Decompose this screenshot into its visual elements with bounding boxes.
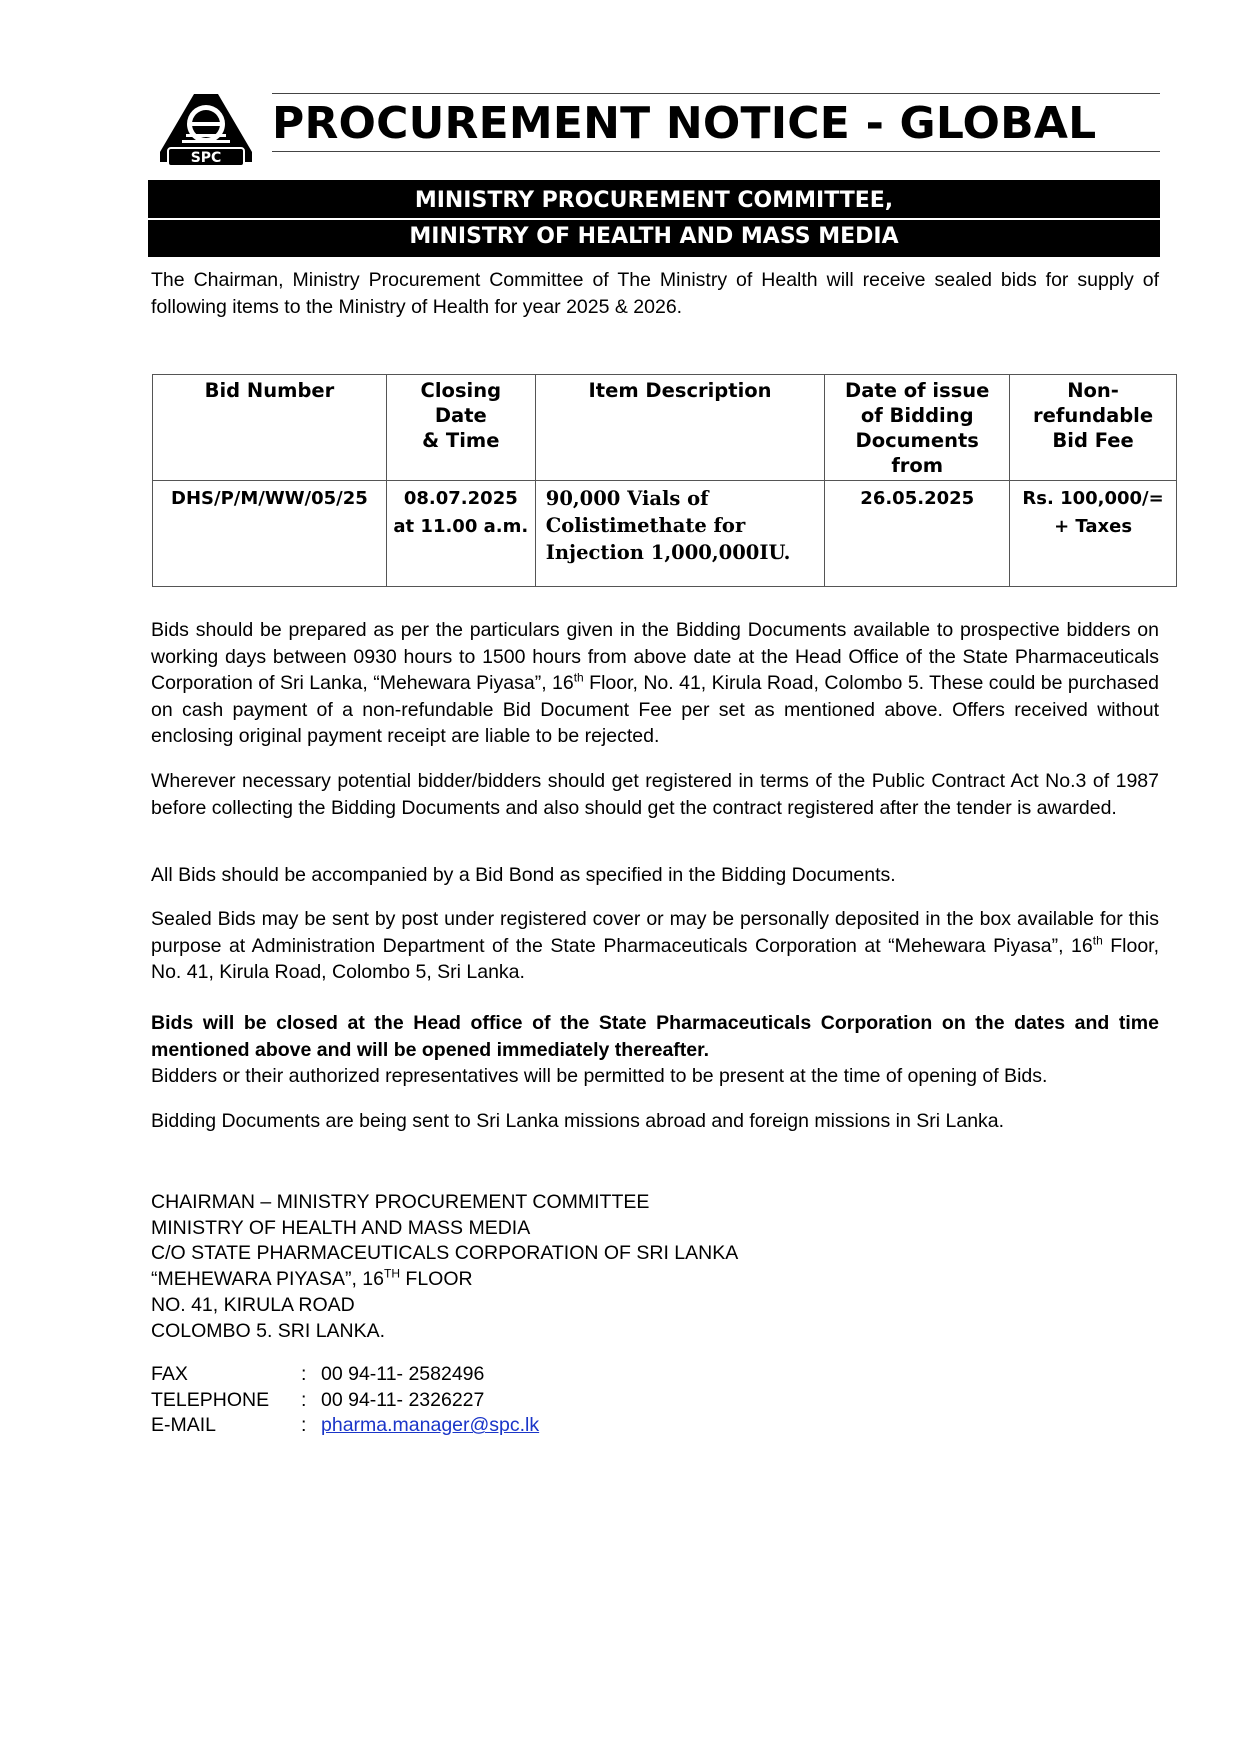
cell-closing <box>386 481 535 587</box>
header-bid-fee: Non- refundable Bid Fee <box>1010 375 1177 481</box>
address-line: C/O STATE PHARMACEUTICALS CORPORATION OF SRI LANKA <box>151 1242 739 1265</box>
banner-line-1: MINISTRY PROCUREMENT COMMITTEE, <box>148 180 1160 220</box>
paragraph-missions: Bidding Documents are being sent to Sri Lanka missions abroad and foreign missions in Sri Lanka. <box>151 1110 1005 1132</box>
email-label: E-MAIL <box>151 1414 217 1437</box>
header-item-description: Item Description <box>535 375 825 481</box>
fax-separator: : <box>301 1363 307 1385</box>
email-separator: : <box>301 1414 307 1437</box>
paragraph-sealed-bids: Sealed Bids may be sent by post under registered cover or may be personally deposited in the box available for this purpose at Administration Department of the State Pharmaceuticals Corporation at “Mehewara Piyasa”, 16th Floor, No. 41, Kirula Road, Colombo 5, Sri Lanka. <box>151 908 1160 983</box>
title-bottom-rule <box>272 151 1160 152</box>
fax-row <box>151 1362 539 1388</box>
table-row <box>153 481 1177 587</box>
closing-notice-bold: Bids will be closed at the Head office of the State Pharmaceuticals Corporation on the dates and time mentioned above and will be opened immediately thereafter. <box>151 1012 1159 1061</box>
page-title: PROCUREMENT NOTICE - GLOBAL <box>272 98 1097 149</box>
committee-banner <box>148 180 1160 257</box>
cell-item-description: 90,000 Vials of Colistimethate for Injection 1,000,000IU. <box>535 481 825 587</box>
banner-line-2: MINISTRY OF HEALTH AND MASS MEDIA <box>409 224 899 249</box>
cell-bid-fee: Rs. 100,000/= + Taxes <box>1010 481 1177 587</box>
intro-paragraph: The Chairman, Ministry Procurement Committee of The Ministry of Health will receive sealed bids for supply of following items to the Ministry of Health for year 2025 & 2026. <box>151 269 1159 318</box>
title-top-rule <box>272 93 1160 94</box>
logo-text: SPC <box>190 150 222 166</box>
email-link[interactable]: pharma.manager@spc.lk <box>321 1414 540 1437</box>
address-line: MINISTRY OF HEALTH AND MASS MEDIA <box>151 1216 531 1239</box>
spc-logo <box>158 92 254 170</box>
address-line: COLOMBO 5. SRI LANKA. <box>151 1319 386 1342</box>
telephone-label: TELEPHONE <box>151 1388 270 1411</box>
telephone-row <box>151 1388 539 1414</box>
fax-value: 00 94-11- 2582496 <box>321 1363 485 1385</box>
address-line: CHAIRMAN – MINISTRY PROCUREMENT COMMITTEE <box>151 1191 650 1213</box>
paragraph-closing <box>151 1010 1159 1090</box>
email-row <box>151 1413 539 1439</box>
telephone-value: 00 94-11- 2326227 <box>321 1388 485 1411</box>
cell-bid-number: DHS/P/M/WW/05/25 <box>153 481 387 587</box>
paragraph-bid-bond: All Bids should be accompanied by a Bid Bond as specified in the Bidding Documents. <box>151 864 896 886</box>
table-header-row <box>153 375 1177 481</box>
paragraph-bidding-documents: Bids should be prepared as per the particulars given in the Bidding Documents available to prospective bidders on working days between 0930 hours to 1500 hours from above date at the Head Office of the State Pharmaceuticals Corporation of Sri Lanka, “Mehewara Piyasa”, 16th Floor, No. 41, Kirula Road, Colombo 5. These could be purchased on cash payment of a non-refundable Bid Document Fee per set as mentioned above. Offers received without enclosing original payment receipt are liable to be rejected. <box>151 619 1159 747</box>
contact-details <box>151 1362 539 1439</box>
closing-date: 08.07.2025 <box>403 488 518 509</box>
cell-issue-date: 26.05.2025 <box>825 481 1010 587</box>
opening-notice: Bidders or their authorized representatives will be permitted to be present at the time of opening of Bids. <box>151 1065 1048 1087</box>
telephone-separator: : <box>301 1388 307 1411</box>
header-bid-number: Bid Number <box>153 375 387 481</box>
header-issue-date: Date of issue of Bidding Documents from <box>825 375 1010 481</box>
bid-table <box>152 374 1177 587</box>
footer-address <box>151 1190 738 1344</box>
address-line: “MEHEWARA PIYASA”, 16TH FLOOR <box>151 1266 473 1291</box>
paragraph-registration: Wherever necessary potential bidder/bidders should get registered in terms of the Public Contract Act No.3 of 1987 before collecting the Bidding Documents and also should get the contract registered after the tender is awarded. <box>151 770 1159 819</box>
header-closing: Closing Date & Time <box>386 375 535 481</box>
address-line: NO. 41, KIRULA ROAD <box>151 1293 355 1316</box>
closing-time: at 11.00 a.m. <box>393 516 529 537</box>
fax-label: FAX <box>151 1363 188 1385</box>
